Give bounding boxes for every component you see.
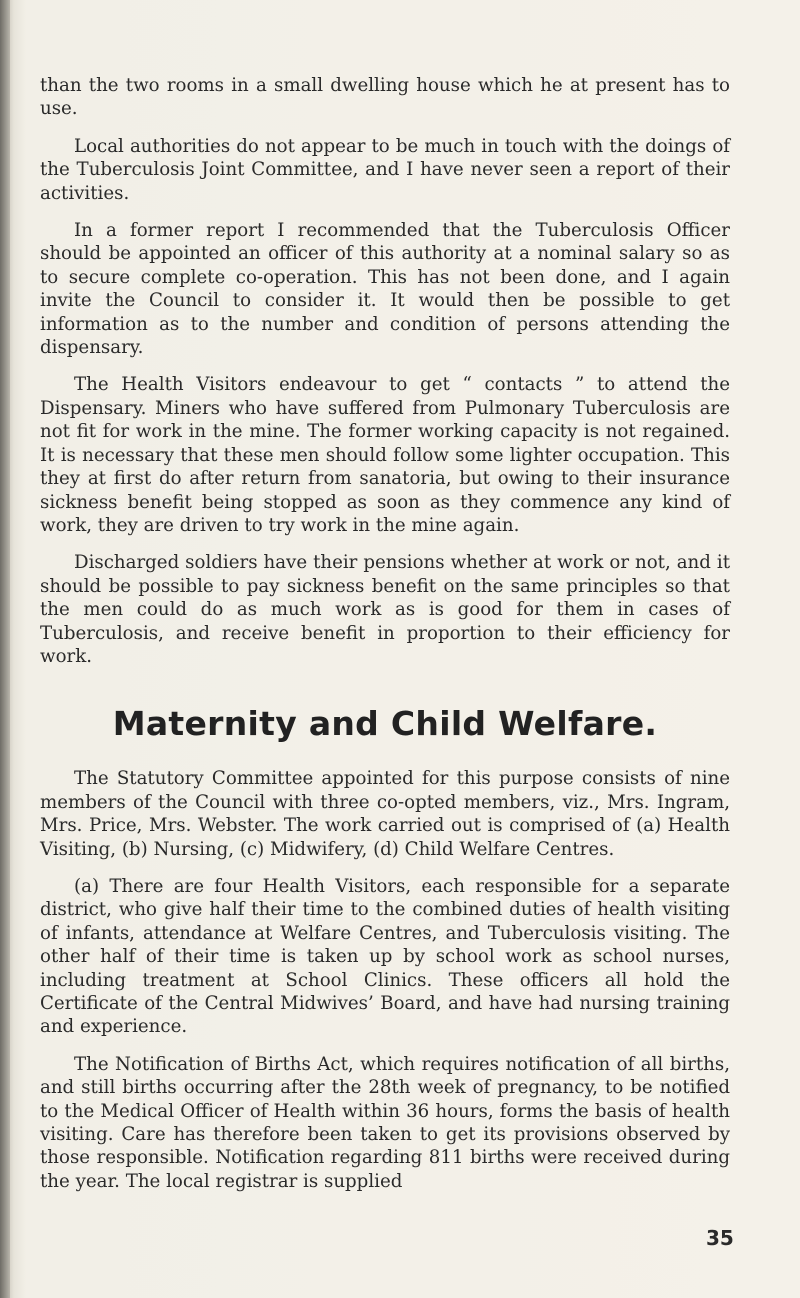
paragraph-statutory-committee: The Statutory Committee appointed for this purpose consists of nine members of the Council with three co-opted members, viz., Mrs. Ingram, Mrs. Price, Mrs. Webster. The work carried out is comprised of (a) Health Visiting, (b) Nursing, (c) Midwifery, (d) Child Welfare Centres. — [40, 768, 730, 860]
section-heading: Maternity and Child Welfare. — [112, 704, 658, 744]
paragraph-local-authorities: Local authorities do not appear to be much in touch with the doings of the Tuberculosis Joint Committee, and I have never seen a report of their activities. — [40, 135, 730, 204]
paragraph-health-visitors-contacts: The Health Visitors endeavour to get “ contacts ” to attend the Dispensary. Miners who have suffered from Pulmonary Tuberculosis are not fit for work in the mine. The former working capacity is not regained. It is necessary that these men should follow some lighter occupation. This they at first do after return from sanatoria, but owing to their insurance sickness benefit being stopped as soon as they commence any kind of work, they are driven to try work in the mine again. — [40, 374, 730, 536]
paragraph-continuation: than the two rooms in a small dwelling house which he at present has to use. — [40, 75, 730, 120]
paragraph-notification-of-births: The Notification of Births Act, which requires notification of all births, and still births occurring after the 28th week of pregnancy, to be notified to the Medical Officer of Health within 36 hours, forms the basis of health visiting. Care has therefore been taken to get its provisions observed by those responsible. Notification regarding 811 births were received during the year. The local registrar is supplied — [40, 1053, 730, 1192]
body-text — [40, 74, 730, 1207]
page-number: 35 — [706, 1226, 734, 1250]
paragraph-former-report: In a former report I recommended that the Tuberculosis Officer should be appointed an officer of this authority at a nominal salary so as to secure complete co-operation. This has not been done, and I again invite the Council to consider it. It would then be possible to get information as to the number and condition of persons attending the dispensary. — [40, 220, 730, 359]
paragraph-discharged-soldiers: Discharged soldiers have their pensions whether at work or not, and it should be possible to pay sickness benefit on the same principles so that the men could do as much work as is good for them in cases of Tuberculosis, and receive benefit in proportion to their efficiency for work. — [40, 552, 730, 667]
paragraph-health-visiting: (a) There are four Health Visitors, each responsible for a separate district, who give half their time to the combined duties of health visiting of infants, attendance at Welfare Centres, and Tuberculosis visiting. The other half of their time is taken up by school work as school nurses, including treatment at School Clinics. These officers all hold the Certificate of the Central Midwives’ Board, and have had nursing training and experience. — [40, 875, 730, 1038]
page-binding-edge — [0, 0, 10, 1298]
